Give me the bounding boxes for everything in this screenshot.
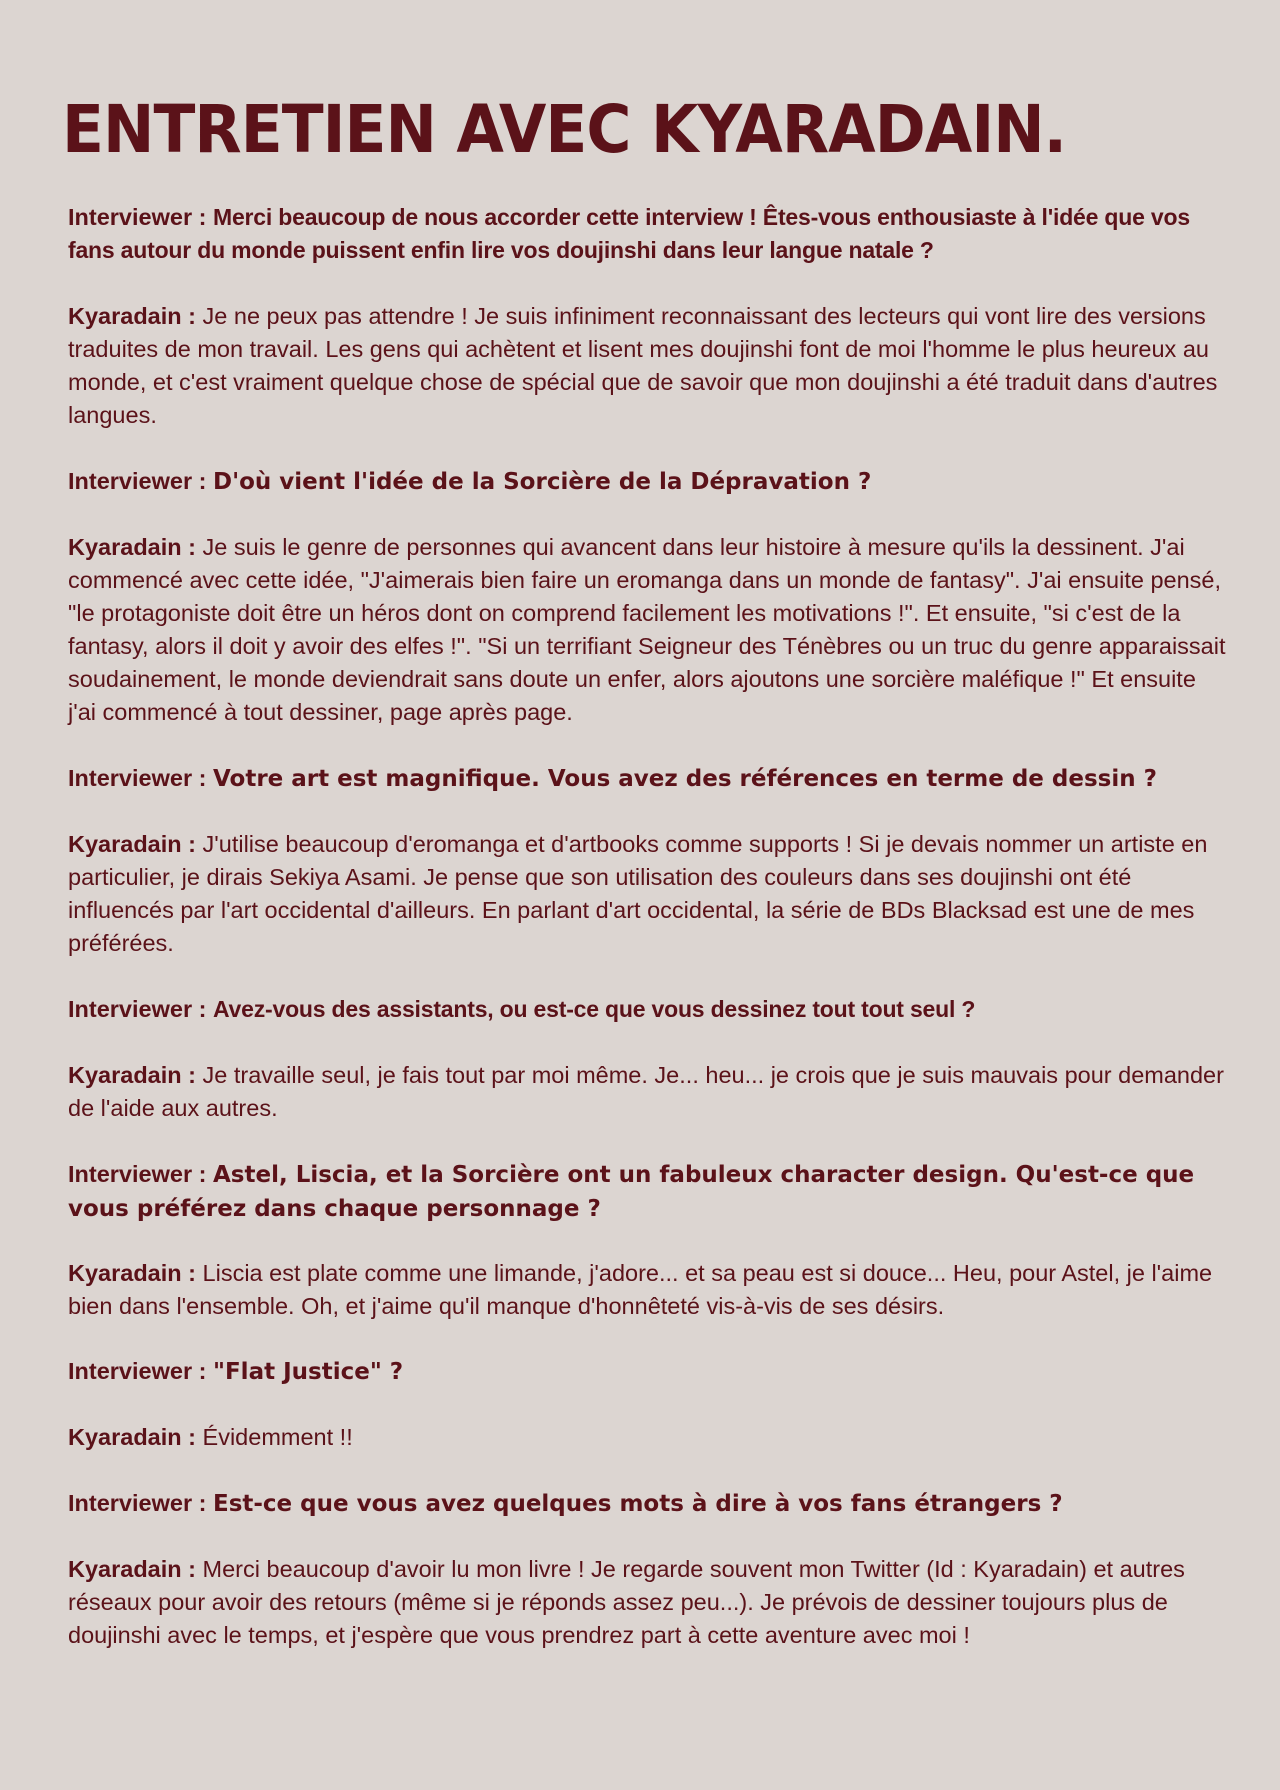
interview-question xyxy=(68,1355,1228,1389)
page-title: ENTRETIEN AVEC KYARADAIN. xyxy=(62,91,1067,168)
speaker-label: Interviewer : xyxy=(68,468,207,494)
speaker-label: Kyaradain : xyxy=(68,1062,196,1088)
answer-text: Je travaille seul, je fais tout par moi même. Je... heu... je crois que je suis mauvais pour demander de l'aide aux autres. xyxy=(68,1062,1224,1121)
speaker-label: Kyaradain : xyxy=(68,1424,196,1450)
speaker-label: Kyaradain : xyxy=(68,831,196,857)
interview-question xyxy=(68,1158,1228,1226)
answer-text: Je suis le genre de personnes qui avancent dans leur histoire à mesure qu'ils la dessinent. J'ai commencé avec cette idée, "J'aimerais bien faire un eromanga dans un monde de fantasy". J'ai ensuite pensé, "le protagoniste doit être un héros dont on comprend facilement les motivations !". Et ensuite, "si c'est de la fantasy, alors il doit y avoir des elfes !". "Si un terrifiant Seigneur des Ténèbres ou un truc du genre apparaissait soudainement, le monde deviendrait sans doute un enfer, alors ajoutons une sorcière maléfique !" Et ensuite j'ai commencé à tout dessiner, page après page. xyxy=(68,534,1226,725)
question-text: "Flat Justice" ? xyxy=(212,1359,404,1385)
interview-answer xyxy=(68,1553,1228,1652)
question-text: Avez-vous des assistants, ou est-ce que vous dessinez tout tout seul ? xyxy=(212,996,976,1022)
interview-question xyxy=(68,201,1228,267)
speaker-label: Kyaradain : xyxy=(68,303,196,329)
question-text: D'où vient l'idée de la Sorcière de la Dépravation ? xyxy=(212,469,872,495)
speaker-label: Kyaradain : xyxy=(68,534,196,560)
speaker-label: Kyaradain : xyxy=(68,1556,196,1582)
answer-text: Je ne peux pas attendre ! Je suis infiniment reconnaissant des lecteurs qui vont lire des versions traduites de mon travail. Les gens qui achètent et lisent mes doujinshi font de moi l'homme le plus heureux au monde, et c'est vraiment quelque chose de spécial que de savoir que mon doujinshi a été traduit dans d'autres langues. xyxy=(68,303,1218,428)
speaker-label: Interviewer : xyxy=(68,1161,207,1187)
speaker-label: Interviewer : xyxy=(68,204,207,230)
interview-question xyxy=(68,465,1228,499)
question-text: Merci beaucoup de nous accorder cette interview ! Êtes-vous enthousiaste à l'idée que vos fans autour du monde puissent enfin lire vos doujinshi dans leur langue natale ? xyxy=(68,204,1190,263)
interview-answer xyxy=(68,300,1228,432)
interview-question xyxy=(68,993,1228,1026)
interview-answer xyxy=(68,828,1228,960)
interview-question xyxy=(68,762,1228,796)
question-text: Votre art est magnifique. Vous avez des références en terme de dessin ? xyxy=(212,766,1157,792)
question-text: Est-ce que vous avez quelques mots à dire à vos fans étrangers ? xyxy=(212,1491,1063,1517)
interview-answer xyxy=(68,531,1228,729)
question-text: Astel, Liscia, et la Sorcière ont un fabuleux character design. Qu'est-ce que vous préférez dans chaque personnage ? xyxy=(68,1162,1195,1222)
speaker-label: Interviewer : xyxy=(68,996,207,1022)
answer-text: J'utilise beaucoup d'eromanga et d'artbooks comme supports ! Si je devais nommer un artiste en particulier, je dirais Sekiya Asami. Je pense que son utilisation des couleurs dans ses doujinshi ont été influencés par l'art occidental d'ailleurs. En parlant d'art occidental, la série de BDs Blacksad est une de mes préférées. xyxy=(68,831,1208,956)
speaker-label: Interviewer : xyxy=(68,1490,207,1516)
interview-answer xyxy=(68,1257,1228,1323)
speaker-label: Interviewer : xyxy=(68,1358,207,1384)
interview-answer xyxy=(68,1059,1228,1125)
answer-text: Liscia est plate comme une limande, j'adore... et sa peau est si douce... Heu, pour Astel, je l'aime bien dans l'ensemble. Oh, et j'aime qu'il manque d'honnêteté vis-à-vis de ses désirs. xyxy=(68,1260,1213,1319)
answer-text: Évidemment !! xyxy=(202,1424,353,1450)
interview-question xyxy=(68,1487,1228,1521)
speaker-label: Kyaradain : xyxy=(68,1260,196,1286)
answer-text: Merci beaucoup d'avoir lu mon livre ! Je regarde souvent mon Twitter (Id : Kyaradain) et autres réseaux pour avoir des retours (même si je réponds assez peu...). Je prévois de dessiner toujours plus de doujinshi avec le temps, et j'espère que vous prendrez part à cette aventure avec moi ! xyxy=(68,1556,1185,1648)
speaker-label: Interviewer : xyxy=(68,765,207,791)
interview-answer xyxy=(68,1421,1228,1454)
